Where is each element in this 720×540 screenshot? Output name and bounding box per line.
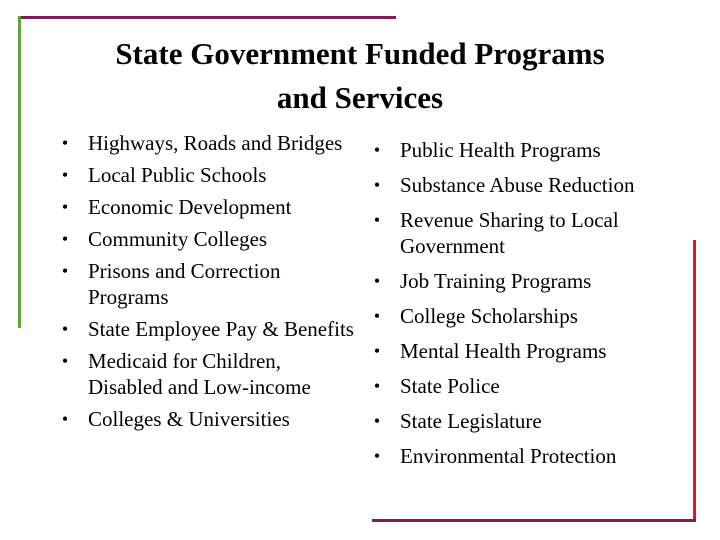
bullet-icon: • [61,133,69,153]
bullet-icon: • [373,210,381,230]
right-bullet-list [370,137,700,478]
list-item-text: State Police [400,374,500,398]
list-item [370,303,700,329]
bullet-icon: • [373,271,381,291]
list-item [370,207,700,259]
list-item-text: Environmental Protection [400,444,617,468]
list-item [58,258,358,310]
bullet-icon: • [373,306,381,326]
list-item [58,348,358,400]
list-item-text: Job Training Programs [400,269,592,293]
bullet-icon: • [61,261,69,281]
list-item [58,226,358,252]
list-item-text: Highways, Roads and Bridges [88,131,343,155]
list-item-text: Colleges & Universities [88,407,290,431]
list-item-text: Prisons and Correction Programs [88,259,281,309]
bullet-icon: • [373,175,381,195]
list-item [58,130,358,156]
bottom-accent-bar [372,519,696,522]
list-item-text: Medicaid for Children, Disabled and Low-income [88,349,311,399]
bullet-icon: • [61,197,69,217]
bullet-icon: • [373,446,381,466]
list-item-text: Economic Development [88,195,292,219]
list-item [370,408,700,434]
list-item-text: College Scholarships [400,304,578,328]
list-item-text: State Employee Pay & Benefits [88,317,354,341]
list-item-text: Mental Health Programs [400,339,607,363]
list-item-text: Substance Abuse Reduction [400,173,635,197]
bullet-icon: • [373,341,381,361]
left-bullet-list [58,130,358,438]
list-item [58,316,358,342]
bullet-icon: • [61,351,69,371]
list-item-text: Public Health Programs [400,138,601,162]
list-item [370,443,700,469]
top-accent-bar [18,16,396,19]
list-item [370,268,700,294]
list-item-text: State Legislature [400,409,542,433]
slide-title [0,32,720,120]
slide-title-line-2: and Services [276,80,444,115]
bullet-icon: • [61,165,69,185]
list-item-text: Local Public Schools [88,163,267,187]
list-item [370,137,700,163]
bullet-icon: • [61,319,69,339]
list-item [58,194,358,220]
bullet-icon: • [373,140,381,160]
list-item [370,338,700,364]
slide-title-line-1: State Government Funded Programs [115,36,605,71]
list-item [370,172,700,198]
bullet-icon: • [373,376,381,396]
bullet-icon: • [61,409,69,429]
list-item-text: Community Colleges [88,227,268,251]
list-item [370,373,700,399]
bullet-icon: • [61,229,69,249]
list-item-text: Revenue Sharing to Local Government [400,208,619,258]
bullet-icon: • [373,411,381,431]
list-item [58,406,358,432]
list-item [58,162,358,188]
